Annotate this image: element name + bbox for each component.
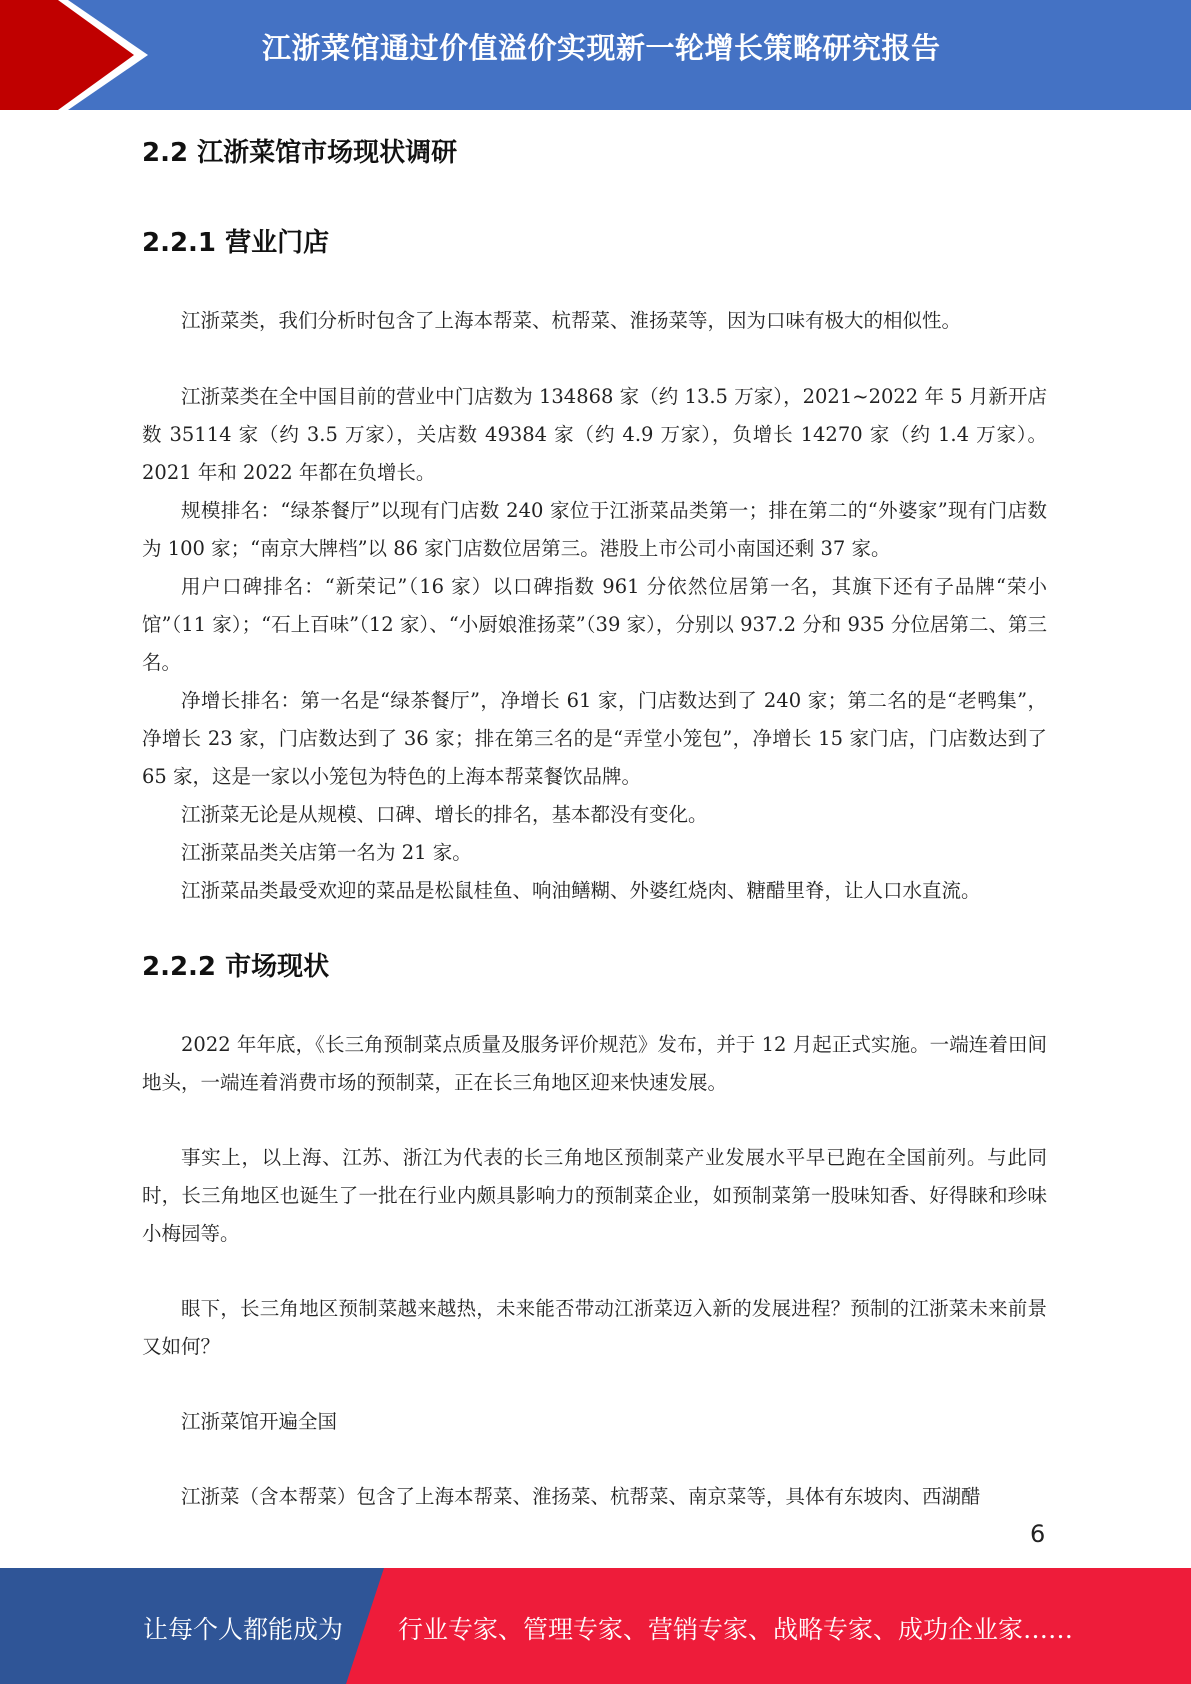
footer-slogan-right: 行业专家、管理专家、营销专家、战略专家、成功企业家……	[398, 1615, 1074, 1644]
section-heading-2-2-2: 2.2.2 市场现状	[142, 952, 330, 982]
section-heading-2-2-1: 2.2.1 营业门店	[142, 228, 330, 258]
paragraph: 江浙菜品类最受欢迎的菜品是松鼠桂鱼、响油鳝糊、外婆红烧肉、糖醋里脊，让人口水直流。	[181, 879, 981, 902]
paragraph: 江浙菜馆开遍全国	[181, 1410, 338, 1433]
paragraph: 江浙菜品类关店第一名为 21 家。	[181, 841, 472, 864]
paragraph: 江浙菜无论是从规模、口碑、增长的排名，基本都没有变化。	[181, 803, 708, 826]
paragraph: 用户口碑排名：“新荣记”（16 家）以口碑指数 961 分依然位居第一名，其旗下还有子品牌“荣小馆”（11 家）；“石上百味”（12 家）、“小厨娘淮扬菜”（39 家），分别以 937.2 分和 935 分位居第二、第三名。	[142, 575, 1047, 674]
paragraph: 2022 年年底，《长三角预制菜点质量及服务评价规范》发布，并于 12 月起正式实施。一端连着田间地头，一端连着消费市场的预制菜，正在长三角地区迎来快速发展。	[142, 1033, 1047, 1094]
page-footer	[0, 1568, 1191, 1684]
paragraph: 江浙菜类，我们分析时包含了上海本帮菜、杭帮菜、淮扬菜等，因为口味有极大的相似性。	[181, 309, 962, 332]
paragraph: 事实上，以上海、江苏、浙江为代表的长三角地区预制菜产业发展水平早已跑在全国前列。与此同时，长三角地区也诞生了一批在行业内颇具影响力的预制菜企业，如预制菜第一股味知香、好得睐和珍味小梅园等。	[142, 1146, 1047, 1245]
paragraph: 净增长排名：第一名是“绿茶餐厅”，净增长 61 家，门店数达到了 240 家；第二名的是“老鸭集”，净增长 23 家，门店数达到了 36 家；排在第三名的是“弄堂小笼包”，净增长 15 家门店，门店数达到了 65 家，这是一家以小笼包为特色的上海本帮菜餐饮品牌。	[142, 689, 1047, 788]
paragraph: 江浙菜（含本帮菜）包含了上海本帮菜、淮扬菜、杭帮菜、南京菜等，具体有东坡肉、西湖醋	[181, 1485, 981, 1508]
paragraph: 规模排名：“绿茶餐厅”以现有门店数 240 家位于江浙菜品类第一；排在第二的“外婆家”现有门店数为 100 家；“南京大牌档”以 86 家门店数位居第三。港股上市公司小南国还剩 37 家。	[142, 499, 1047, 560]
page-header	[0, 0, 1191, 110]
section-heading-2-2: 2.2 江浙菜馆市场现状调研	[142, 138, 458, 168]
paragraph: 眼下，长三角地区预制菜越来越热，未来能否带动江浙菜迈入新的发展进程？预制的江浙菜未来前景又如何？	[142, 1297, 1047, 1358]
report-title: 江浙菜馆通过价值溢价实现新一轮增长策略研究报告	[262, 31, 941, 65]
footer-slogan-left: 让每个人都能成为	[143, 1615, 344, 1644]
page-number: 6	[1030, 1520, 1046, 1548]
paragraph: 江浙菜类在全中国目前的营业中门店数为 134868 家（约 13.5 万家），2021~2022 年 5 月新开店数 35114 家（约 3.5 万家），关店数 49384 家（约 4.9 万家），负增长 14270 家（约 1.4 万家）。2021 年和 2022 年都在负增长。	[142, 385, 1047, 484]
